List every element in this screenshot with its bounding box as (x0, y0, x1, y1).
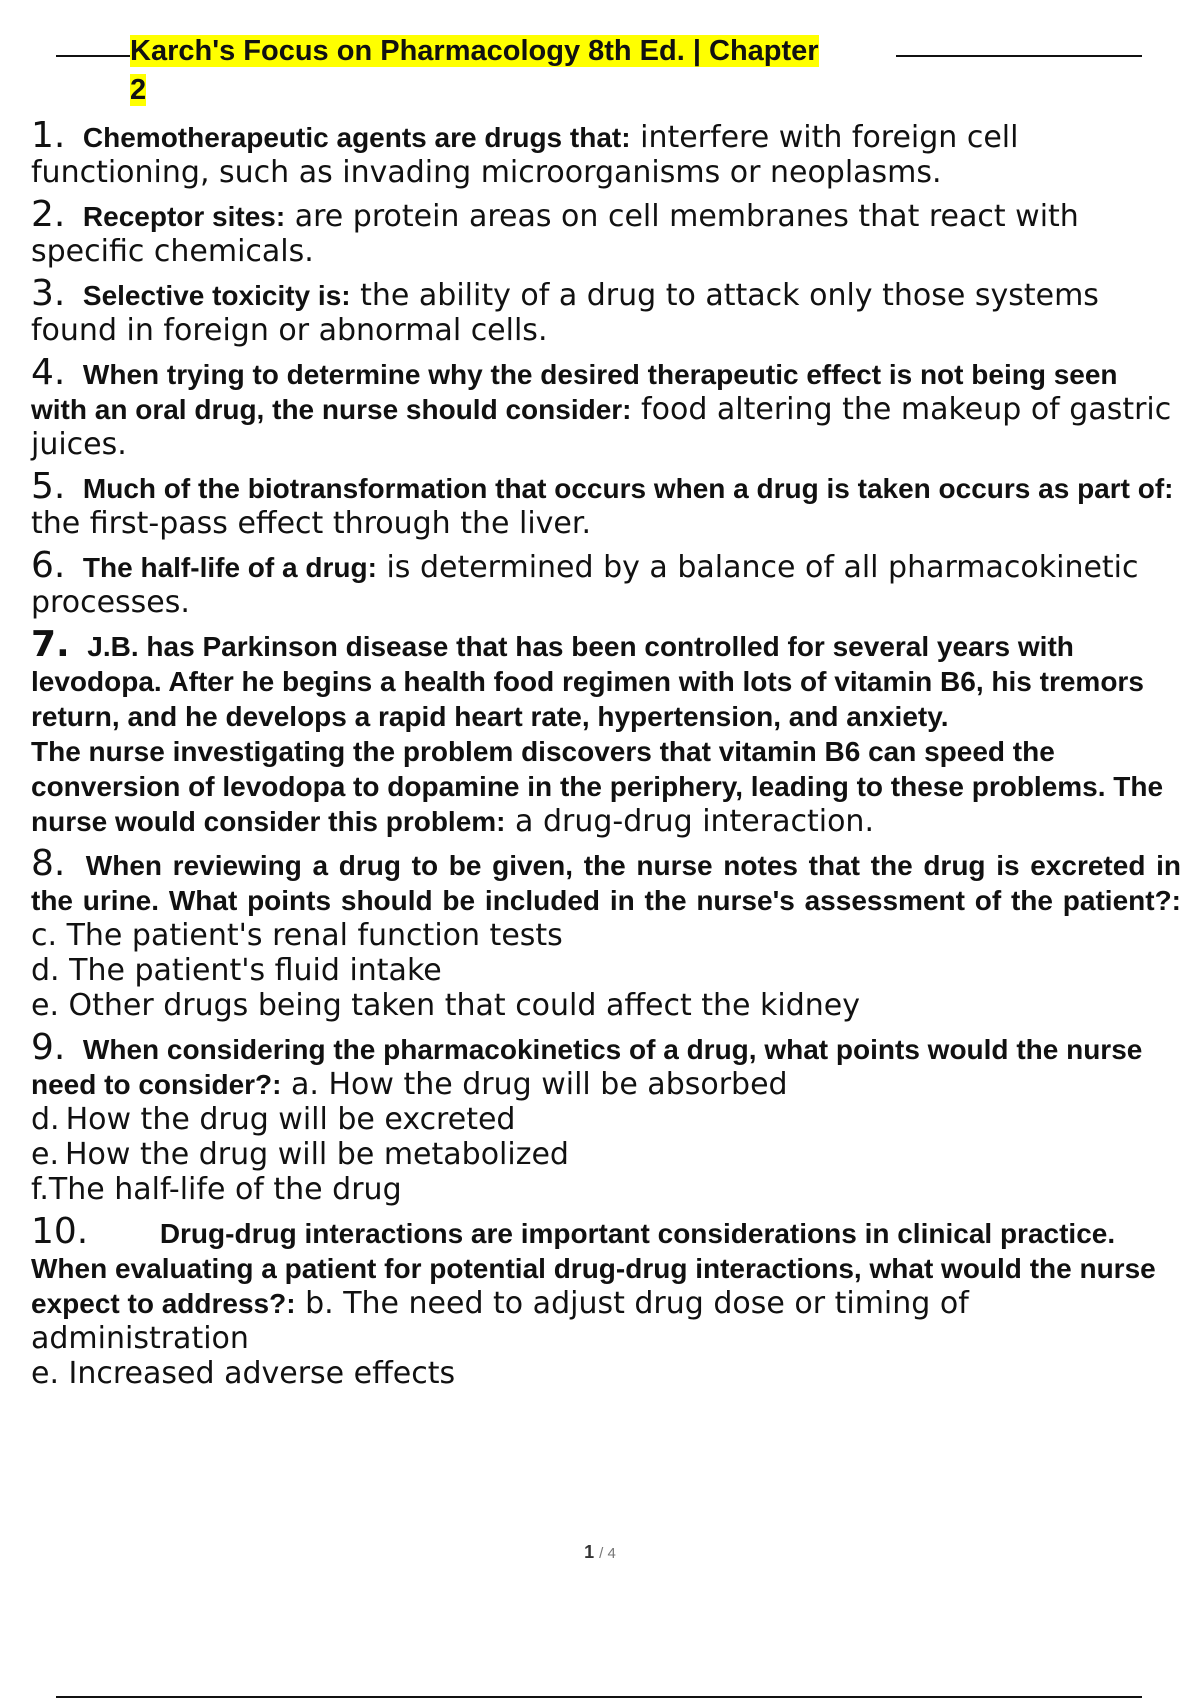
document-header (56, 32, 1142, 112)
item-answer: interfere with foreign cell functioning, such as invading microorganisms or neoplasms. (31, 120, 1019, 190)
flashcard-list (31, 115, 1181, 1398)
item-number: 2. (31, 194, 66, 235)
item-answer: a drug-drug interaction. (515, 804, 874, 839)
item-question: Selective toxicity is: (82, 280, 351, 311)
item-question: The half-life of a drug: (82, 552, 377, 583)
item-number: 4. (31, 352, 66, 393)
item-number: 9. (31, 1027, 66, 1068)
item-number: 3. (31, 273, 66, 314)
item-question: When trying to determine why the desired therapeutic effect is not being seen with an oral drug, the nurse should consider: (31, 359, 1118, 425)
answer-option: d. How the drug will be excreted (31, 1102, 516, 1137)
item-number: 1. (31, 115, 66, 156)
answer-option: e. How the drug will be metabolized (31, 1137, 569, 1172)
qa-item-3 (31, 273, 1181, 348)
item-question: Receptor sites: (82, 201, 286, 232)
item-number: 7. (31, 624, 70, 665)
item-question-continued: The nurse investigating the problem discovers that vitamin B6 can speed the conversion of levodopa to dopamine in the periphery, leading to these problems. The nurse would consider this problem: (31, 736, 1164, 837)
page-total: / 4 (599, 1545, 616, 1562)
item-answer: are protein areas on cell membranes that react with specific chemicals. (31, 199, 1079, 269)
document-title (130, 32, 910, 110)
qa-item-8 (31, 843, 1181, 1023)
item-question: Drug-drug interactions are important considerations in clinical practice. When evaluating a patient for potential drug-drug interactions, what would the nurse expect to address?: (31, 1218, 1156, 1319)
item-question: When considering the pharmacokinetics of a drug, what points would the nurse need to consider?: (31, 1034, 1143, 1100)
item-question: When reviewing a drug to be given, the nurse notes that the drug is excreted in the urine. What points should be included in the nurse's assessment of the patient?: (31, 850, 1181, 916)
item-answer: the ability of a drug to attack only those systems found in foreign or abnormal cells. (31, 278, 1099, 348)
qa-item-10 (31, 1211, 1181, 1391)
item-question: Much of the biotransformation that occurs when a drug is taken occurs as part of: (82, 473, 1174, 504)
item-answer: is determined by a balance of all pharmacokinetic processes. (31, 550, 1139, 620)
item-number: 8. (31, 843, 66, 884)
qa-item-9 (31, 1027, 1181, 1207)
item-answer: the first-pass effect through the liver. (31, 506, 591, 541)
qa-item-7 (31, 624, 1181, 839)
title-line-1: Karch's Focus on Pharmacology 8th Ed. | Chapter (130, 35, 819, 67)
title-line-2: 2 (130, 74, 147, 106)
answer-option: e. Increased adverse effects (31, 1356, 456, 1391)
item-answer: b. The need to adjust drug dose or timing of administration (31, 1286, 969, 1356)
item-question: Chemotherapeutic agents are drugs that: (82, 122, 631, 153)
page-current: 1 (584, 1542, 595, 1562)
page-number (0, 1542, 1200, 1563)
header-rule-right (896, 55, 1142, 57)
item-answer: c. The patient's renal function tests (31, 918, 563, 953)
item-number: 5. (31, 466, 66, 507)
qa-item-6 (31, 545, 1181, 620)
footer-rule (56, 1696, 1142, 1698)
qa-item-1 (31, 115, 1181, 190)
qa-item-4 (31, 352, 1181, 462)
answer-option: f.The half-life of the drug (31, 1172, 402, 1207)
item-answer: a. How the drug will be absorbed (291, 1067, 788, 1102)
answer-option: e. Other drugs being taken that could affect the kidney (31, 988, 861, 1023)
answer-option: d. The patient's fluid intake (31, 953, 442, 988)
item-question: J.B. has Parkinson disease that has been controlled for several years with levodopa. After he begins a health food regimen with lots of vitamin B6, his tremors return, and he develops a rapid heart rate, hypertension, and anxiety. (31, 631, 1144, 732)
qa-item-5 (31, 466, 1181, 541)
header-rule-left (56, 55, 132, 57)
item-number: 10. (31, 1211, 89, 1252)
item-answer: food altering the makeup of gastric juices. (31, 392, 1172, 462)
qa-item-2 (31, 194, 1181, 269)
item-number: 6. (31, 545, 66, 586)
